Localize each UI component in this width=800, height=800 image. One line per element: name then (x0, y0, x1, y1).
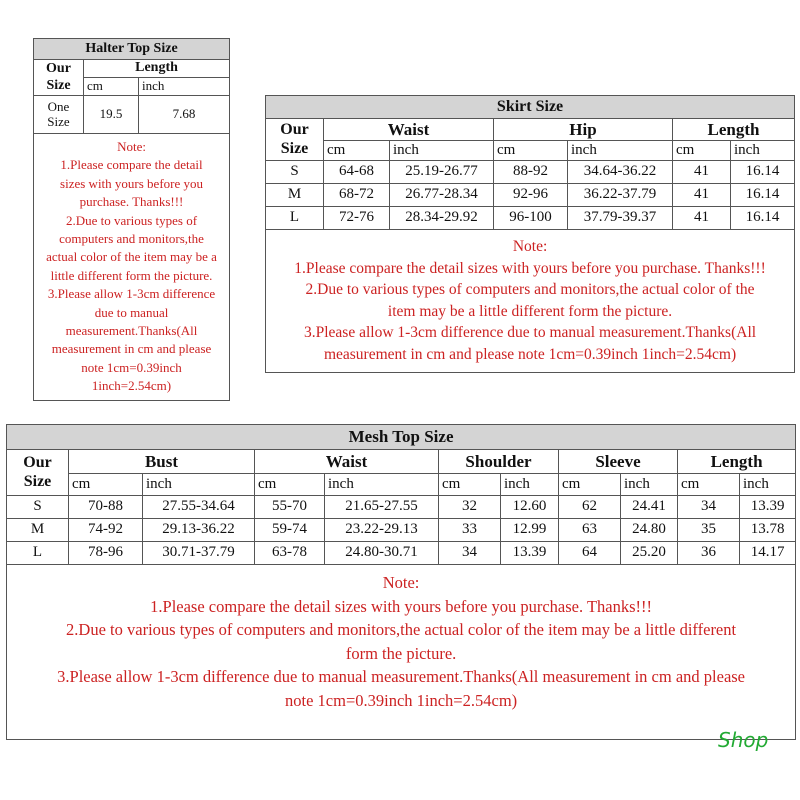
measurement-cell: 59-74 (255, 519, 325, 542)
note-line: Note: (512, 238, 548, 255)
measurement-cell: 26.77-28.34 (390, 184, 494, 207)
halter-top-size-table (33, 38, 230, 401)
mesh-title: Mesh Top Size (7, 425, 796, 450)
table-row (266, 184, 795, 207)
note-line: due to manual (94, 304, 169, 320)
measurement-cell: 64-68 (324, 161, 390, 184)
measurement-cell: 16.14 (731, 207, 795, 230)
measurement-cell: 63 (559, 519, 621, 542)
halter-length-header: Length (84, 60, 230, 78)
shop-watermark: Shop (718, 728, 769, 752)
mesh-unit-cm: cm (439, 474, 501, 496)
measurement-cell: 55-70 (255, 496, 325, 519)
measurement-cell: 70-88 (69, 496, 143, 519)
size-cell: M (266, 184, 324, 207)
skirt-unit-inch: inch (390, 141, 494, 161)
mesh-unit-inch: inch (143, 474, 255, 496)
note-line: 3.Please allow 1-3cm difference (47, 286, 216, 302)
measurement-cell: 34.64-36.22 (568, 161, 673, 184)
note-line: little different form the picture. (50, 267, 213, 283)
note-line: 3.Please allow 1-3cm difference due to manual measurement.Thanks(All (303, 324, 757, 342)
measurement-cell: 32 (439, 496, 501, 519)
halter-size-header: Our Size (34, 60, 84, 96)
measurement-cell: 23.22-29.13 (325, 519, 439, 542)
mesh-unit-inch: inch (621, 474, 678, 496)
note-line: 2.Due to various types of computers and monitors,the actual color of the (305, 281, 755, 299)
note-line: Note: (117, 139, 146, 154)
measurement-cell: 78-96 (69, 542, 143, 565)
measurement-cell: 88-92 (494, 161, 568, 184)
measurement-cell: 34 (678, 496, 740, 519)
mesh-shoulder-header: Shoulder (439, 450, 559, 474)
measurement-cell: 92-96 (494, 184, 568, 207)
measurement-cell: 16.14 (731, 184, 795, 207)
note-line: 1.Please compare the detail sizes with yours before you purchase. Thanks!!! (294, 259, 766, 277)
measurement-cell: 29.13-36.22 (143, 519, 255, 542)
mesh-length-header: Length (678, 450, 796, 474)
table-row (266, 207, 795, 230)
measurement-cell: 33 (439, 519, 501, 542)
skirt-hip-header: Hip (494, 119, 673, 141)
mesh-unit-cm: cm (255, 474, 325, 496)
note-line: purchase. Thanks!!! (79, 194, 184, 210)
size-cell: M (7, 519, 69, 542)
note-line: 3.Please allow 1-3cm difference due to manual measurement.Thanks(All measurement in cm and please (57, 667, 746, 687)
measurement-cell: 41 (673, 207, 731, 230)
size-cell: L (7, 542, 69, 565)
measurement-cell: 96-100 (494, 207, 568, 230)
mesh-units-row (7, 474, 796, 496)
mesh-waist-header: Waist (255, 450, 439, 474)
measurement-cell: 62 (559, 496, 621, 519)
measurement-cell: 36 (678, 542, 740, 565)
table-row (266, 161, 795, 184)
halter-unit-cm: cm (84, 78, 139, 96)
size-cell: L (266, 207, 324, 230)
measurement-cell: 30.71-37.79 (143, 542, 255, 565)
measurement-cell: 41 (673, 184, 731, 207)
note-line: measurement in cm and please note 1cm=0.39inch 1inch=2.54cm) (323, 345, 737, 363)
note-line: 2.Due to various types of (65, 212, 198, 228)
halter-note (34, 134, 230, 401)
halter-row-inch: 7.68 (139, 96, 230, 134)
note-line: 1.Please compare the detail sizes with yours before you purchase. Thanks!!! (150, 596, 653, 616)
note-line: 2.Due to various types of computers and monitors,the actual color of the item may be a little different (66, 620, 737, 640)
note-line: item may be a little different form the picture. (387, 302, 673, 320)
note-line: note 1cm=0.39inch (81, 359, 182, 375)
measurement-cell: 13.78 (740, 519, 796, 542)
measurement-cell: 27.55-34.64 (143, 496, 255, 519)
skirt-unit-inch: inch (568, 141, 673, 161)
measurement-cell: 12.99 (501, 519, 559, 542)
skirt-units-row (266, 141, 795, 161)
note-line: computers and monitors,the (59, 231, 204, 247)
skirt-size-table (265, 95, 795, 373)
note-line: measurement.Thanks(All (65, 323, 198, 339)
note-line: note 1cm=0.39inch 1inch=2.54cm) (285, 690, 518, 710)
measurement-cell: 25.20 (621, 542, 678, 565)
measurement-cell: 25.19-26.77 (390, 161, 494, 184)
measurement-cell: 37.79-39.37 (568, 207, 673, 230)
measurement-cell: 14.17 (740, 542, 796, 565)
measurement-cell: 13.39 (501, 542, 559, 565)
measurement-cell: 68-72 (324, 184, 390, 207)
note-line: sizes with yours before you (60, 175, 203, 191)
mesh-sleeve-header: Sleeve (559, 450, 678, 474)
skirt-unit-cm: cm (673, 141, 731, 161)
table-row (7, 542, 796, 565)
table-row (7, 496, 796, 519)
skirt-title: Skirt Size (266, 96, 795, 119)
measurement-cell: 41 (673, 161, 731, 184)
note-line: Note: (382, 573, 420, 592)
skirt-unit-cm: cm (494, 141, 568, 161)
measurement-cell: 24.80 (621, 519, 678, 542)
mesh-top-size-table (6, 424, 796, 740)
mesh-unit-inch: inch (740, 474, 796, 496)
measurement-cell: 24.80-30.71 (325, 542, 439, 565)
skirt-unit-inch: inch (731, 141, 795, 161)
measurement-cell: 64 (559, 542, 621, 565)
measurement-cell: 36.22-37.79 (568, 184, 673, 207)
mesh-size-header: Our Size (7, 450, 69, 496)
note-line: 1.Please compare the detail (60, 157, 203, 173)
note-line: measurement in cm and please (51, 341, 212, 357)
mesh-unit-inch: inch (325, 474, 439, 496)
halter-unit-inch: inch (139, 78, 230, 96)
halter-title: Halter Top Size (34, 39, 230, 60)
skirt-unit-cm: cm (324, 141, 390, 161)
mesh-note (7, 565, 796, 740)
skirt-waist-header: Waist (324, 119, 494, 141)
measurement-cell: 12.60 (501, 496, 559, 519)
table-row (7, 519, 796, 542)
skirt-length-header: Length (673, 119, 795, 141)
mesh-unit-cm: cm (559, 474, 621, 496)
skirt-note (266, 230, 795, 373)
size-cell: S (7, 496, 69, 519)
note-line: actual color of the item may be a (46, 249, 217, 265)
measurement-cell: 72-76 (324, 207, 390, 230)
halter-row-cm: 19.5 (84, 96, 139, 134)
measurement-cell: 63-78 (255, 542, 325, 565)
measurement-cell: 16.14 (731, 161, 795, 184)
note-line: form the picture. (345, 643, 457, 663)
measurement-cell: 13.39 (740, 496, 796, 519)
mesh-unit-cm: cm (678, 474, 740, 496)
mesh-unit-inch: inch (501, 474, 559, 496)
measurement-cell: 34 (439, 542, 501, 565)
halter-row-size: One Size (34, 96, 84, 134)
skirt-size-header: Our Size (266, 119, 324, 161)
measurement-cell: 35 (678, 519, 740, 542)
note-line: 1inch=2.54cm) (91, 378, 172, 394)
mesh-unit-cm: cm (69, 474, 143, 496)
mesh-bust-header: Bust (69, 450, 255, 474)
measurement-cell: 21.65-27.55 (325, 496, 439, 519)
measurement-cell: 24.41 (621, 496, 678, 519)
size-cell: S (266, 161, 324, 184)
measurement-cell: 74-92 (69, 519, 143, 542)
measurement-cell: 28.34-29.92 (390, 207, 494, 230)
